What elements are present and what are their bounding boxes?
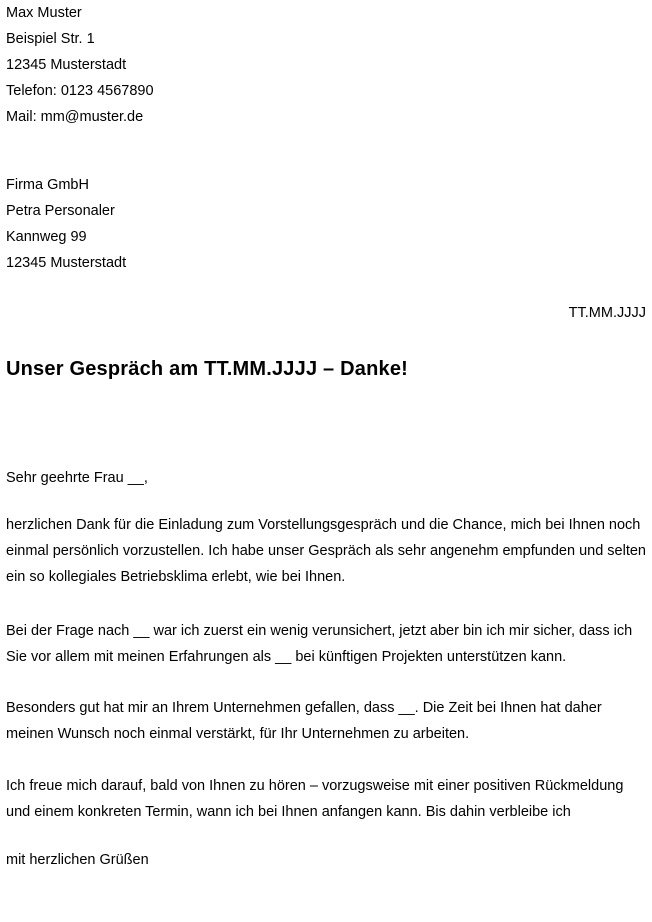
closing-phrase: mit herzlichen Grüßen: [6, 852, 149, 868]
salutation: Sehr geehrte Frau __,: [6, 470, 148, 486]
recipient-city: 12345 Musterstadt: [6, 255, 127, 271]
body-paragraph: herzlichen Dank für die Einladung zum Vorstellungsgespräch und die Chance, mich bei Ihnen noch einmal persönlich vorzustellen. Ich habe unser Gespräch als sehr angenehm empfunden und selten ein so kollegiales Betriebsklima erlebt, wie bei Ihnen.: [6, 517, 646, 585]
body-paragraph: Ich freue mich darauf, bald von Ihnen zu hören – vorzugsweise mit einer positiven Rückmeldung und einem konkreten Termin, wann ich bei Ihnen anfangen kann. Bis dahin verbleibe ich: [6, 778, 624, 820]
recipient-contact-person: Petra Personaler: [6, 203, 115, 219]
sender-email: Mail: mm@muster.de: [6, 109, 144, 125]
sender-name: Max Muster: [6, 5, 82, 21]
body-paragraph: Besonders gut hat mir an Ihrem Unternehmen gefallen, dass __. Die Zeit bei Ihnen hat daher meinen Wunsch noch einmal verstärkt, für Ihr Unternehmen zu arbeiten.: [6, 700, 602, 742]
sender-city: 12345 Musterstadt: [6, 57, 127, 73]
letter-date: TT.MM.JJJJ: [568, 305, 646, 321]
subject-line: Unser Gespräch am TT.MM.JJJJ – Danke!: [6, 358, 408, 380]
body-paragraph: Bei der Frage nach __ war ich zuerst ein wenig verunsichert, jetzt aber bin ich mir sicher, dass ich Sie vor allem mit meinen Erfahrungen als __ bei künftigen Projekten unterstützen kann.: [6, 623, 633, 665]
sender-address-block: [6, 0, 646, 130]
recipient-street: Kannweg 99: [6, 229, 87, 245]
recipient-company: Firma GmbH: [6, 177, 89, 193]
recipient-address-block: [6, 172, 646, 276]
sender-phone: Telefon: 0123 4567890: [6, 83, 154, 99]
sender-street: Beispiel Str. 1: [6, 31, 95, 47]
